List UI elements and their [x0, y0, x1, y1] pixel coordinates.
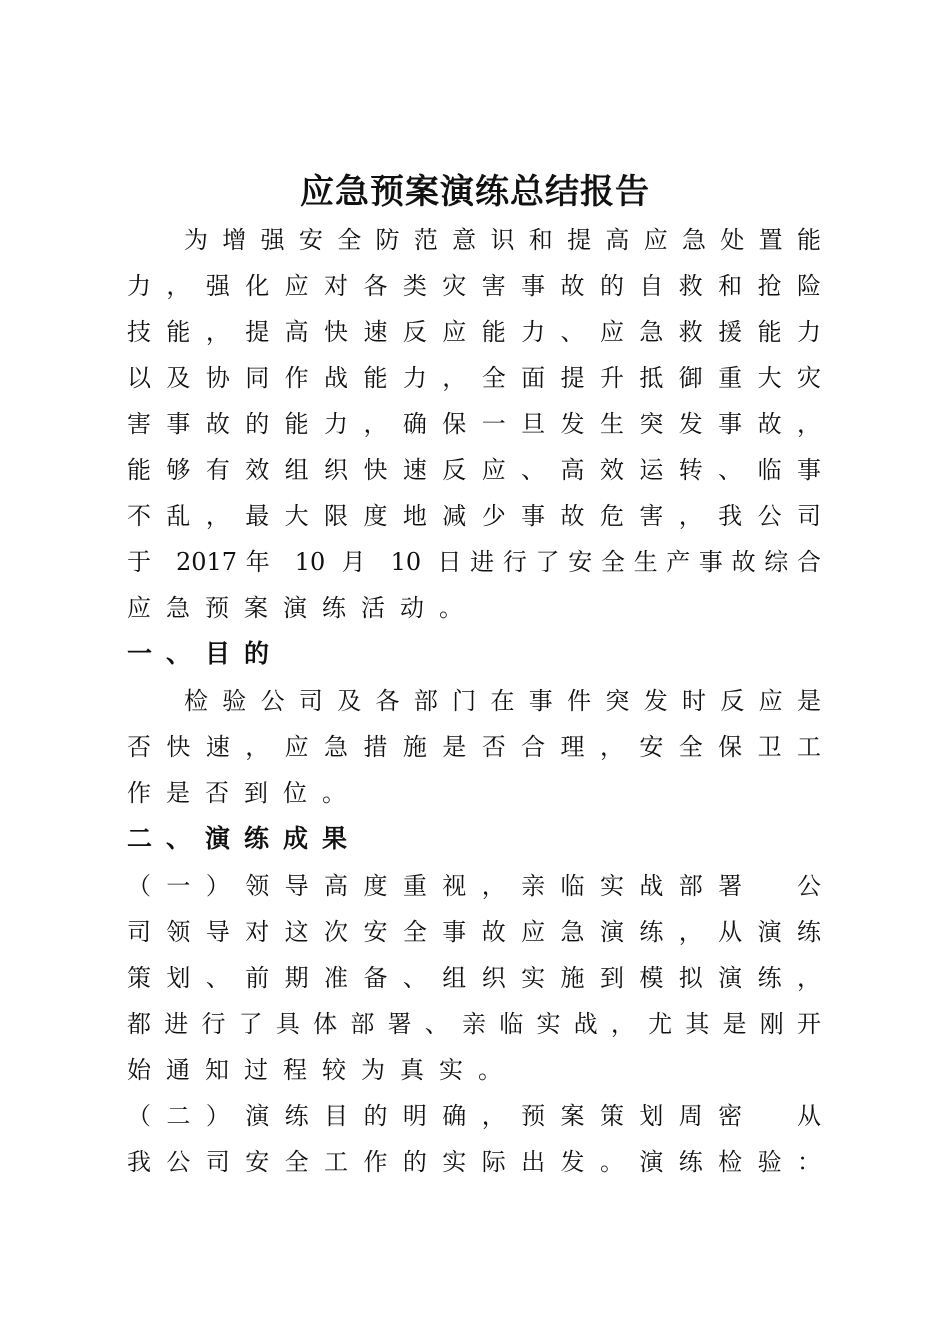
- section-line: 司领导对这次安全事故应急演练，从演练: [127, 918, 821, 946]
- section-line: （二）演练目的明确，预案策划周密 从: [127, 1102, 821, 1130]
- section-line: 始通知过程较为真实。: [127, 1056, 517, 1084]
- intro-line: 以及协同作战能力，全面提升抵御重大灾: [127, 364, 821, 392]
- document-title: 应急预案演练总结报告: [300, 172, 650, 212]
- intro-line: 技能，提高快速反应能力、应急救援能力: [127, 318, 821, 346]
- intro-line: 能够有效组织快速反应、高效运转、临事: [127, 456, 821, 484]
- section-line: 作是否到位。: [127, 779, 361, 807]
- intro-line: 为增强安全防范意识和提高应急处置能: [184, 226, 821, 254]
- section-line: 都进行了具体部署、亲临实战，尤其是刚开: [127, 1010, 821, 1038]
- section-heading-purpose: 一、目的: [127, 639, 284, 668]
- intro-line: 力，强化应对各类灾害事故的自救和抢险: [127, 272, 821, 300]
- section-heading-results: 二、演练成果: [127, 824, 362, 853]
- section-line: 我公司安全工作的实际出发。演练检验：: [127, 1148, 821, 1176]
- section-line: 检验公司及各部门在事件突发时反应是: [184, 687, 821, 715]
- intro-line: 于 2017年 10 月 10 日进行了安全生产事故综合: [127, 548, 821, 576]
- intro-line: 不乱，最大限度地减少事故危害，我公司: [127, 502, 821, 530]
- section-line: 策划、前期准备、组织实施到模拟演练，: [127, 964, 821, 992]
- intro-line: 害事故的能力，确保一旦发生突发事故，: [127, 410, 821, 438]
- section-line: （一）领导高度重视，亲临实战部署 公: [127, 872, 821, 900]
- intro-line: 应急预案演练活动。: [127, 594, 478, 622]
- section-line: 否快速，应急措施是否合理，安全保卫工: [127, 733, 821, 761]
